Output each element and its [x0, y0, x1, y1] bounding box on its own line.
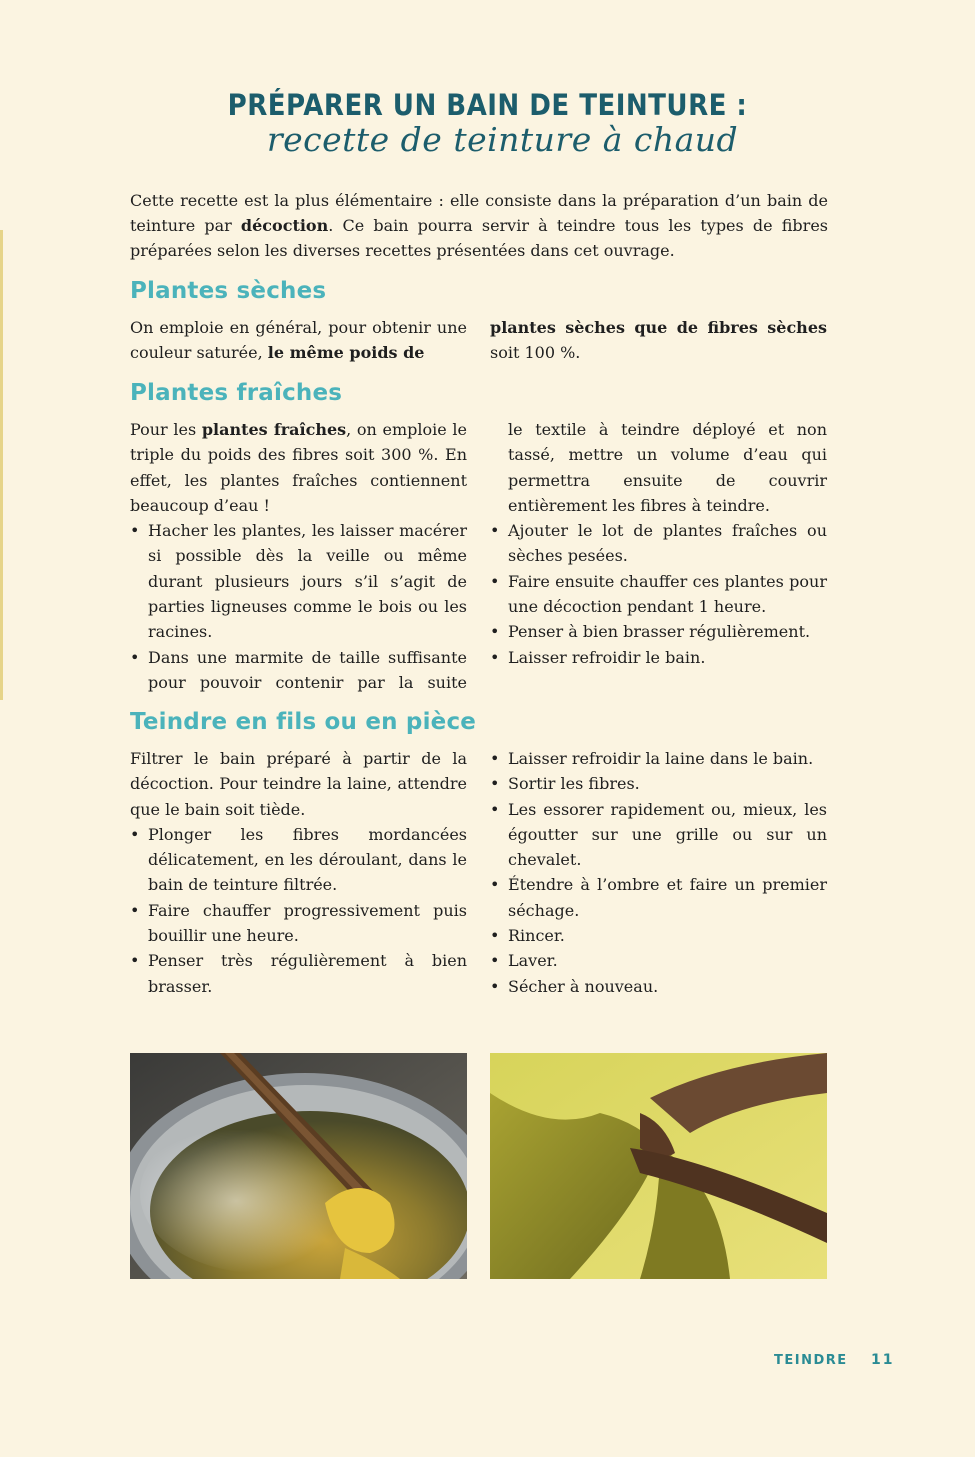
page-title [0, 88, 975, 159]
intro-bold: décoction [240, 216, 329, 235]
fraiches-bold: plantes fraîches [201, 420, 347, 439]
list-item: • Étendre à l’ombre et faire un premier séchage. [490, 872, 827, 923]
seches-paragraph-cont [490, 315, 827, 366]
list-item: • Sécher à nouveau. [490, 974, 827, 999]
fraiches-list [130, 518, 467, 695]
seches-bold-end: plantes sèches que de fibres sèches [490, 318, 827, 337]
list-item: • Hacher les plantes, les laisser macérer si possible dès la veille ou même durant plusieurs jours s’il s’agit de parties ligneuses comme le bois ou les racines. [130, 518, 467, 644]
footer-section-label: TEINDRE [774, 1353, 848, 1368]
fraiches-column-left [130, 417, 467, 695]
list-item: • Penser à bien brasser régulièrement. [490, 619, 827, 644]
seches-bold-start: le même poids de [267, 343, 425, 363]
list-item: • Dans une marmite de taille suffisante pour pouvoir contenir par la suite [130, 645, 467, 696]
fraiches-text: Pour les [130, 420, 202, 439]
page-number: 11 [871, 1352, 895, 1368]
seches-column-left [130, 315, 467, 366]
seches-text-end: soit 100 %. [490, 343, 581, 363]
fraiches-text: , on emploie le triple du poids des fibres soit 300 %. En effet, les plantes fraîches contiennent beaucoup d’eau ! [130, 420, 468, 515]
fraiches-list-cont [490, 518, 827, 670]
list-item-continuation: le textile à teindre déployé et non tassé, mettre un volume d’eau qui permettra ensuite de couvrir entièrement les fibres à teindre. [508, 420, 827, 515]
list-item: • Laisser refroidir la laine dans le bain. [490, 746, 827, 771]
list-item: • Plonger les fibres mordancées délicatement, en les déroulant, dans le bain de teinture filtrée. [130, 822, 467, 898]
list-item: • Sortir les fibres. [490, 771, 827, 796]
teindre-column-right [490, 746, 827, 999]
teindre-list-cont [490, 746, 827, 999]
list-item: • Rincer. [490, 923, 827, 948]
fraiches-paragraph [130, 417, 467, 518]
list-item: • Laisser refroidir le bain. [490, 645, 827, 670]
photo-dye-pot [130, 1053, 467, 1279]
seches-paragraph [130, 315, 467, 366]
heading-teindre: Teindre en fils ou en pièce [130, 709, 477, 735]
photo-wringing-fabric [490, 1053, 827, 1279]
dye-pot-image [130, 1053, 467, 1279]
title-subtitle: recette de teinture à chaud [266, 120, 739, 159]
intro-paragraph [130, 188, 828, 263]
list-item: • Penser très régulièrement à bien brasser. [130, 948, 467, 999]
list-item: • Faire chauffer progressivement puis bouillir une heure. [130, 898, 467, 949]
list-item: • Ajouter le lot de plantes fraîches ou sèches pesées. [490, 518, 827, 569]
title-main: PRÉPARER UN BAIN DE TEINTURE : [227, 88, 748, 122]
fraiches-column-right [490, 417, 827, 670]
seches-column-right [490, 315, 827, 366]
list-item: • Laver. [490, 948, 827, 973]
heading-plantes-seches: Plantes sèches [130, 278, 327, 304]
seches-text: On emploie en général, pour obtenir une couleur saturée, [130, 318, 467, 363]
teindre-list [130, 822, 467, 999]
teindre-paragraph: Filtrer le bain préparé à partir de la décoction. Pour teindre la laine, attendre que le bain soit tiède. [130, 749, 467, 819]
teindre-column-left [130, 746, 467, 999]
list-item: • Faire ensuite chauffer ces plantes pour une décoction pendant 1 heure. [490, 569, 827, 620]
page-edge-strip [0, 230, 3, 700]
heading-plantes-fraiches: Plantes fraîches [130, 380, 343, 406]
intro-text: Cette recette est la plus élémentaire : elle consiste dans la préparation d’un bain de teinture par [130, 191, 828, 235]
intro-text: . Ce bain pourra servir à teindre tous les types de fibres préparées selon les diverses recettes présentées dans cet ouvrage. [130, 216, 829, 260]
wringing-fabric-image [490, 1053, 827, 1279]
list-item: • Les essorer rapidement ou, mieux, les égoutter sur une grille ou sur un chevalet. [490, 797, 827, 873]
